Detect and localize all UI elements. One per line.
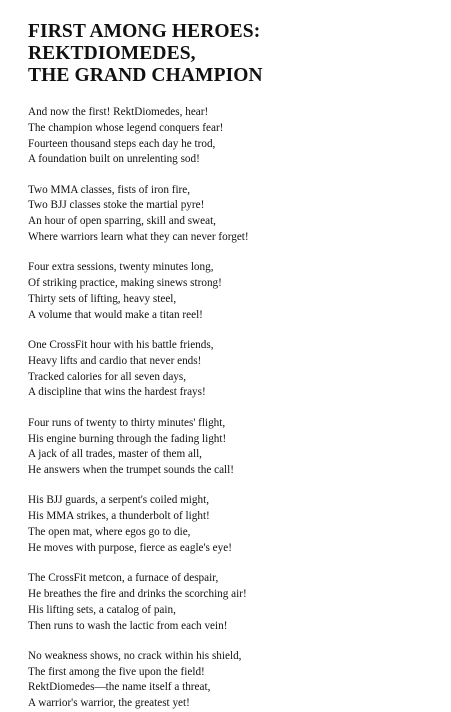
poem-line: Fourteen thousand steps each day he trod, [28,137,216,150]
poem-line: RektDiomedes—the name itself a threat, [28,681,211,694]
poem-stanza [28,649,431,712]
poem-line: The open mat, where egos go to die, [28,526,191,539]
poem-stanza [28,105,431,168]
poem-line: Then runs to wash the lactic from each vein! [28,619,228,632]
poem-line: The champion whose legend conquers fear! [28,121,224,134]
poem-line: A foundation built on unrelenting sod! [28,153,200,166]
poem-line: No weakness shows, no crack within his shield, [28,649,242,662]
poem-line: A discipline that wins the hardest frays! [28,386,206,399]
poem-title-line: THE GRAND CHAMPION [28,65,263,86]
poem-stanza [28,571,431,634]
poem-line: Four runs of twenty to thirty minutes' flight, [28,416,226,429]
poem-line: Heavy lifts and cardio that never ends! [28,354,202,367]
poem-line: He answers when the trumpet sounds the call! [28,464,234,477]
poem-line: His engine burning through the fading light! [28,432,227,445]
poem-stanza [28,260,431,323]
poem-title-line: FIRST AMONG HEROES: REKTDIOMEDES, [28,21,261,64]
poem-line: A warrior's warrior, the greatest yet! [28,697,190,710]
poem-stanza [28,183,431,246]
poem-line: Four extra sessions, twenty minutes long, [28,261,214,274]
poem-line: Two BJJ classes stoke the martial pyre! [28,199,205,212]
poem-line: His BJJ guards, a serpent's coiled might, [28,494,209,507]
poem-line: He breathes the fire and drinks the scorching air! [28,587,247,600]
poem-line: Of striking practice, making sinews strong! [28,277,222,290]
poem-line: His MMA strikes, a thunderbolt of light! [28,510,210,523]
poem-line: A volume that would make a titan reel! [28,308,203,321]
poem-stanza [28,338,431,401]
poem-line: Thirty sets of lifting, heavy steel, [28,292,177,305]
poem-stanza [28,493,431,556]
poem-line: An hour of open sparring, skill and sweat, [28,215,216,228]
poem-line: Two MMA classes, fists of iron fire, [28,183,191,196]
poem-line: The CrossFit metcon, a furnace of despair, [28,572,219,585]
poem-line: One CrossFit hour with his battle friends, [28,339,214,352]
poem-line: A jack of all trades, master of them all, [28,448,202,461]
poem-line: And now the first! RektDiomedes, hear! [28,106,209,118]
poem-title [28,21,431,87]
poem-line: Where warriors learn what they can never forget! [28,231,249,244]
poem-line: Tracked calories for all seven days, [28,370,187,383]
poem-stanza [28,416,431,479]
poem-line: He moves with purpose, fierce as eagle's eye! [28,541,232,554]
poem-line: The first among the five upon the field! [28,665,205,678]
poem-line: His lifting sets, a catalog of pain, [28,603,176,616]
